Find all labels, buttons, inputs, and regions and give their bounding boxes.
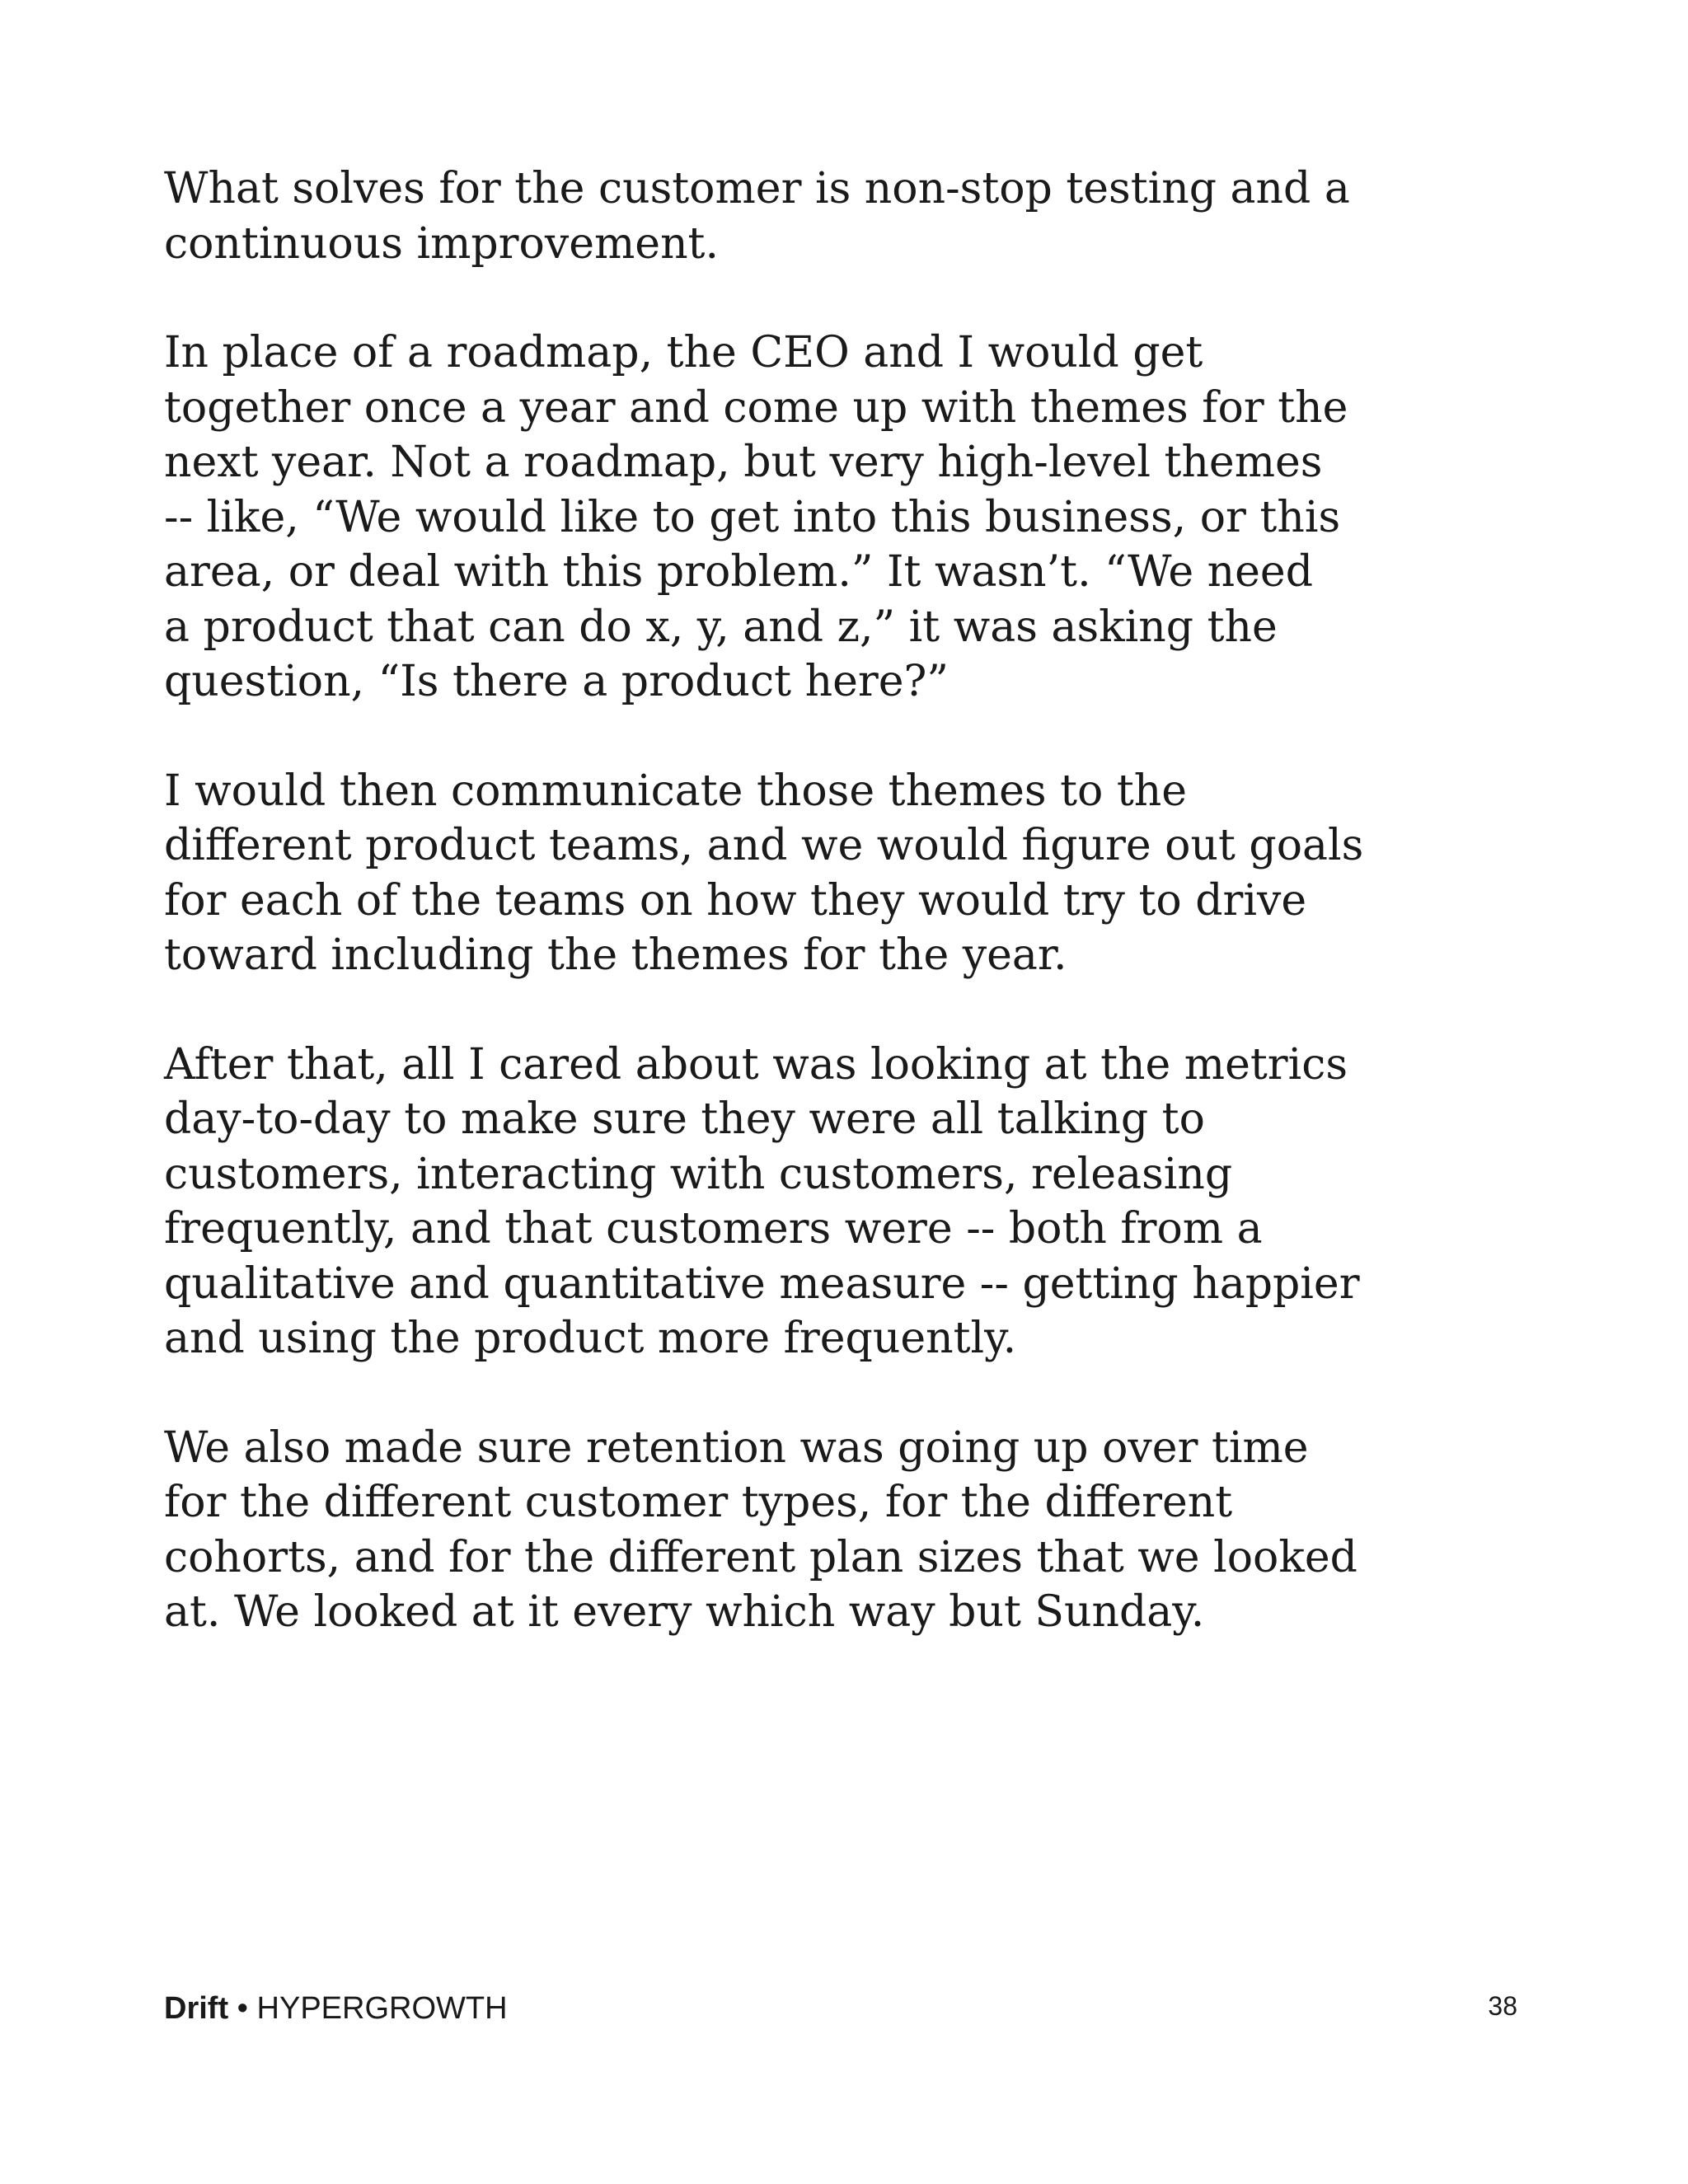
paragraph (164, 162, 1350, 271)
text-line: and using the product more frequently. (164, 1314, 1017, 1363)
text-line: After that, all I cared about was looking at the metrics (164, 1039, 1348, 1090)
text-line: -- like, “We would like to get into this business, or this (164, 492, 1341, 542)
text-line: for each of the teams on how they would try to drive (164, 875, 1307, 926)
text-line: cohorts, and for the different plan sizes that we looked (164, 1532, 1357, 1582)
text-line: question, “Is there a product here?” (164, 657, 949, 706)
text-line: qualitative and quantitative measure -- getting happier (164, 1258, 1360, 1309)
text-line: a product that can do x, y, and z,” it was asking the (164, 602, 1278, 652)
text-line: day-to-day to make sure they were all talking to (164, 1094, 1205, 1144)
text-line: I would then communicate those themes to the (164, 766, 1188, 816)
text-line: frequently, and that customers were -- both from a (164, 1204, 1263, 1254)
paragraph (164, 1421, 1357, 1640)
footer-separator: • (237, 1991, 248, 2026)
text-line: together once a year and come up with themes for the (164, 382, 1348, 433)
text-line: continuous improvement. (164, 218, 719, 269)
footer-brand: Drift (164, 1991, 229, 2026)
text-line: for the different customer types, for the different (164, 1478, 1233, 1527)
text-line: area, or deal with this problem.” It wasn’t. “We need (164, 547, 1313, 597)
page-number: 38 (1488, 1991, 1517, 2021)
text-line: In place of a roadmap, the CEO and I would get (164, 328, 1203, 377)
paragraph (164, 1038, 1360, 1366)
footer-title: HYPERGROWTH (256, 1991, 508, 2026)
body-text (164, 162, 1364, 1694)
footer-publication (164, 1991, 508, 2027)
paragraph (164, 326, 1348, 710)
text-line: different product teams, and we would figure out goals (164, 821, 1364, 870)
text-line: customers, interacting with customers, releasing (164, 1149, 1233, 1199)
text-line: What solves for the customer is non-stop testing and a (164, 164, 1350, 213)
text-line: next year. Not a roadmap, but very high-level themes (164, 438, 1323, 487)
paragraph (164, 764, 1364, 983)
text-line: We also made sure retention was going up over time (164, 1422, 1309, 1473)
text-line: toward including the themes for the year. (164, 930, 1067, 980)
text-line: at. We looked at it every which way but Sunday. (164, 1587, 1205, 1637)
